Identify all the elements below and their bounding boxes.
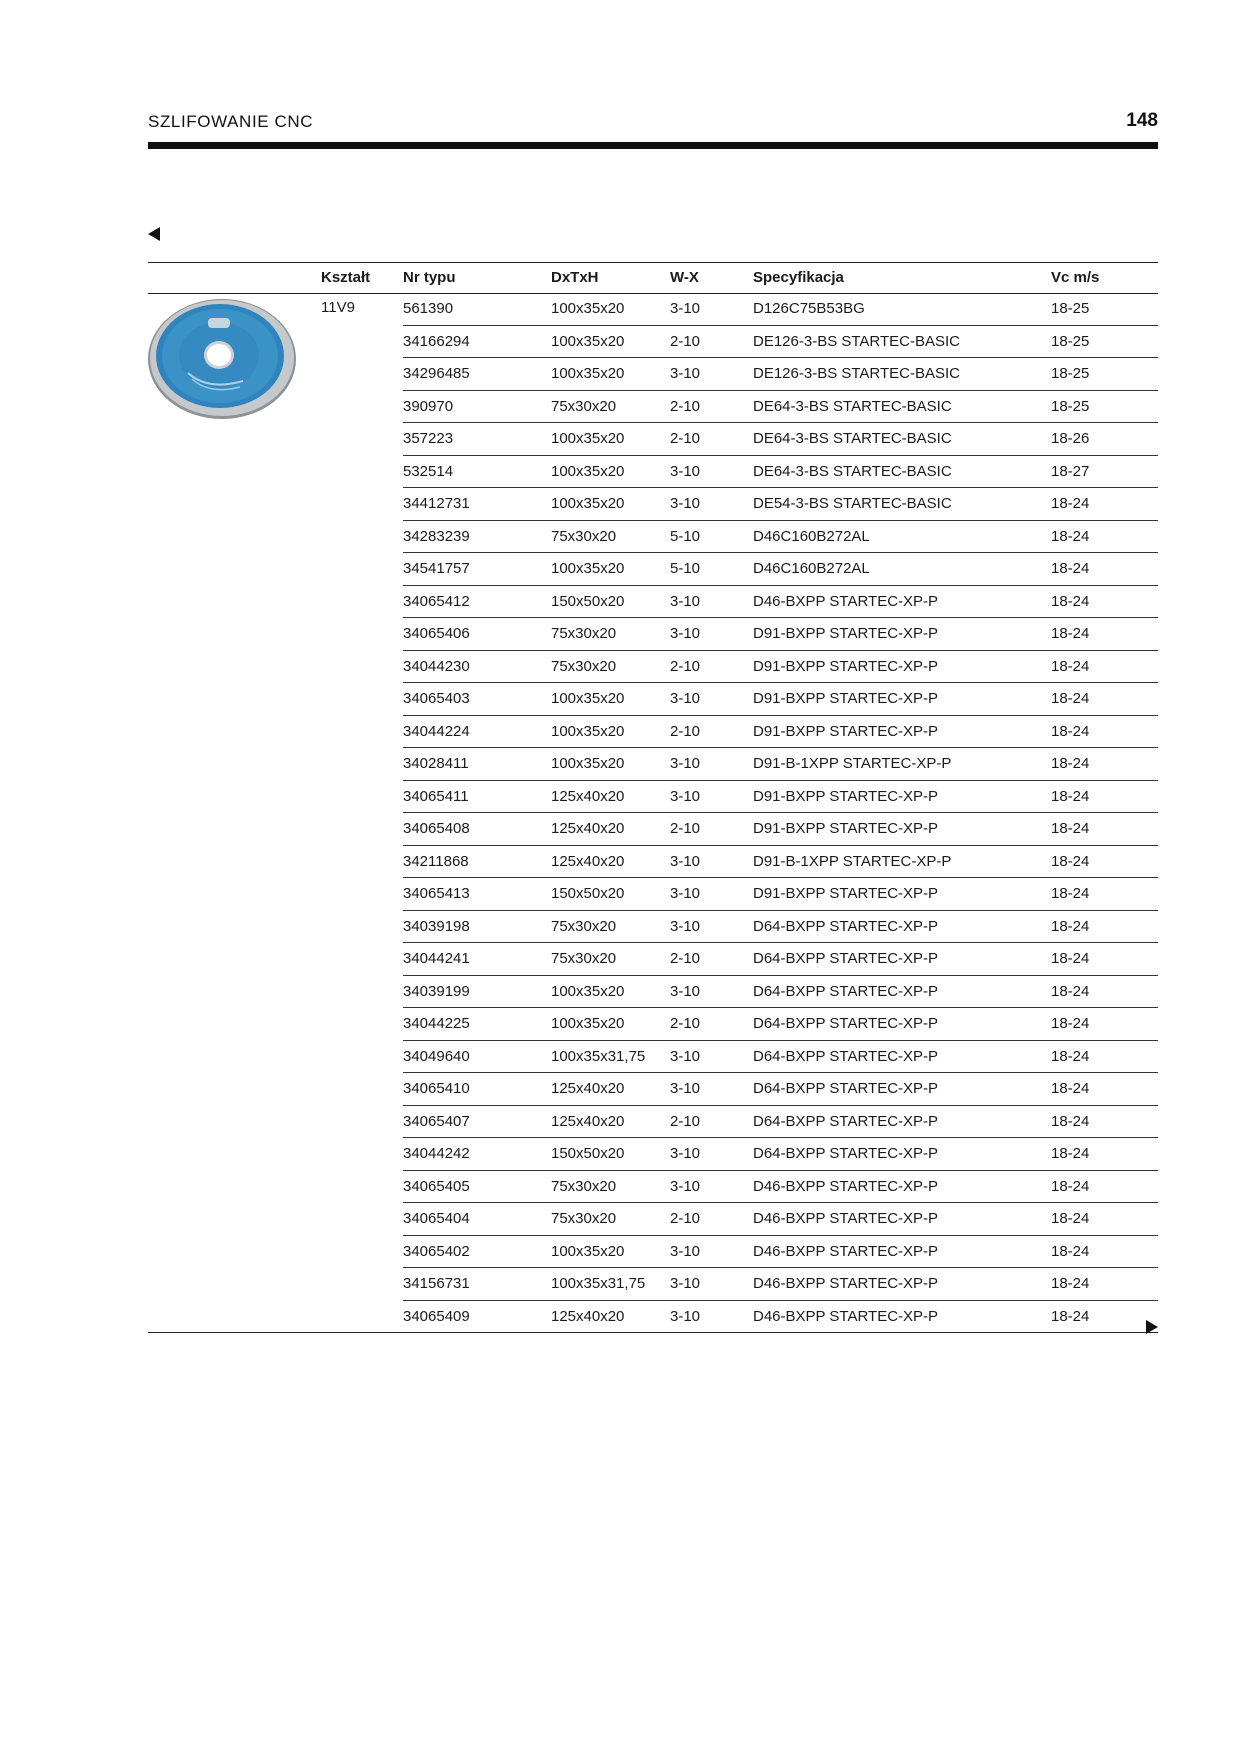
cell-spec: D64-BXPP STARTEC-XP-P bbox=[753, 1047, 939, 1065]
cell-wx: 3-10 bbox=[670, 1047, 701, 1065]
header-rule bbox=[148, 142, 1158, 149]
cell-dim: 75x30x20 bbox=[551, 917, 617, 935]
cell-dim: 100x35x31,75 bbox=[551, 1047, 646, 1065]
cell-wx: 3-10 bbox=[670, 917, 701, 935]
cell-nr: 34065406 bbox=[403, 625, 470, 642]
cell-nr: 34044225 bbox=[403, 1015, 470, 1032]
table-row bbox=[403, 1268, 1158, 1301]
cell-nr: 34065408 bbox=[403, 820, 470, 837]
cell-nr: 34065407 bbox=[403, 1112, 470, 1130]
cell-vc: 18-27 bbox=[1051, 462, 1090, 480]
cell-vc: 18-24 bbox=[1051, 527, 1090, 545]
page-number: 148 bbox=[1126, 110, 1158, 131]
cell-wx: 3-10 bbox=[670, 462, 701, 480]
cell-nr: 34412731 bbox=[403, 495, 470, 512]
cell-vc: 18-25 bbox=[1051, 365, 1090, 382]
table-row bbox=[403, 391, 1158, 424]
cell-nr: 34044224 bbox=[403, 722, 470, 740]
cell-spec: DE64-3-BS STARTEC-BASIC bbox=[753, 462, 952, 480]
cell-dim: 100x35x20 bbox=[551, 755, 625, 772]
table-row bbox=[403, 456, 1158, 489]
cell-nr: 34156731 bbox=[403, 1275, 470, 1292]
cell-vc: 18-24 bbox=[1051, 1145, 1090, 1162]
table-row bbox=[403, 878, 1158, 911]
cell-nr: 34044242 bbox=[403, 1145, 470, 1162]
cell-nr: 34049640 bbox=[403, 1047, 470, 1065]
cell-vc: 18-24 bbox=[1051, 1177, 1090, 1195]
cell-nr: 34296485 bbox=[403, 365, 470, 382]
cell-vc: 18-25 bbox=[1051, 332, 1090, 350]
cell-wx: 2-10 bbox=[670, 1210, 701, 1227]
cell-vc: 18-24 bbox=[1051, 625, 1090, 642]
cell-dim: 125x40x20 bbox=[551, 1080, 625, 1097]
table-bottom-rule bbox=[148, 1332, 1158, 1333]
cell-vc: 18-24 bbox=[1051, 1210, 1090, 1227]
cell-spec: D91-B-1XPP STARTEC-XP-P bbox=[753, 852, 952, 870]
cell-wx: 3-10 bbox=[670, 495, 701, 512]
cell-nr: 34039198 bbox=[403, 917, 470, 935]
cell-vc: 18-24 bbox=[1051, 560, 1090, 577]
table-row bbox=[403, 1138, 1158, 1171]
cell-wx: 2-10 bbox=[670, 722, 701, 740]
cell-spec: D46-BXPP STARTEC-XP-P bbox=[753, 1242, 939, 1260]
cell-nr: 34065410 bbox=[403, 1080, 470, 1097]
table-row bbox=[403, 813, 1158, 846]
cell-nr: 34283239 bbox=[403, 527, 470, 545]
table-row bbox=[403, 586, 1158, 619]
cell-dim: 75x30x20 bbox=[551, 1210, 617, 1227]
cell-vc: 18-24 bbox=[1051, 495, 1090, 512]
cell-nr: 561390 bbox=[403, 300, 454, 317]
cell-nr: 532514 bbox=[403, 462, 454, 480]
cell-vc: 18-24 bbox=[1051, 722, 1090, 740]
cell-dim: 125x40x20 bbox=[551, 1112, 625, 1130]
cell-wx: 3-10 bbox=[670, 982, 701, 1000]
table-row bbox=[403, 1236, 1158, 1269]
table-row bbox=[403, 976, 1158, 1009]
cell-nr: 34065409 bbox=[403, 1307, 470, 1325]
cell-nr: 34044241 bbox=[403, 950, 470, 967]
cell-spec: D64-BXPP STARTEC-XP-P bbox=[753, 1145, 939, 1162]
table-row bbox=[403, 748, 1158, 781]
cell-nr: 34044230 bbox=[403, 657, 470, 675]
cell-wx: 2-10 bbox=[670, 397, 701, 415]
cell-dim: 100x35x20 bbox=[551, 365, 625, 382]
cell-wx: 3-10 bbox=[670, 690, 701, 707]
cell-vc: 18-24 bbox=[1051, 950, 1090, 967]
cell-wx: 3-10 bbox=[670, 1177, 701, 1195]
cell-spec: D46-BXPP STARTEC-XP-P bbox=[753, 1275, 939, 1292]
table-row bbox=[403, 911, 1158, 944]
cell-spec: D91-BXPP STARTEC-XP-P bbox=[753, 625, 939, 642]
cell-wx: 3-10 bbox=[670, 1080, 701, 1097]
cell-dim: 100x35x20 bbox=[551, 1242, 625, 1260]
table-row bbox=[403, 846, 1158, 879]
cell-vc: 18-24 bbox=[1051, 592, 1090, 610]
cell-dim: 100x35x20 bbox=[551, 462, 625, 480]
cell-vc: 18-24 bbox=[1051, 1015, 1090, 1032]
cell-dim: 75x30x20 bbox=[551, 950, 617, 967]
cell-vc: 18-24 bbox=[1051, 852, 1090, 870]
cell-dim: 125x40x20 bbox=[551, 1307, 625, 1325]
table-row bbox=[403, 293, 1158, 326]
cell-vc: 18-24 bbox=[1051, 1307, 1090, 1325]
table-row bbox=[403, 1203, 1158, 1236]
cell-wx: 2-10 bbox=[670, 1112, 701, 1130]
column-header-wx: W-X bbox=[670, 269, 699, 286]
cell-nr: 34211868 bbox=[403, 852, 469, 870]
cell-wx: 3-10 bbox=[670, 1275, 701, 1292]
cell-dim: 100x35x20 bbox=[551, 722, 625, 740]
cell-spec: D64-BXPP STARTEC-XP-P bbox=[753, 982, 939, 1000]
table-row bbox=[403, 618, 1158, 651]
cell-spec: D64-BXPP STARTEC-XP-P bbox=[753, 1112, 939, 1130]
cell-spec: D46-BXPP STARTEC-XP-P bbox=[753, 1307, 939, 1325]
cell-spec: D64-BXPP STARTEC-XP-P bbox=[753, 950, 939, 967]
cell-vc: 18-24 bbox=[1051, 787, 1090, 805]
cell-spec: D91-BXPP STARTEC-XP-P bbox=[753, 820, 939, 837]
table-row bbox=[403, 488, 1158, 521]
cell-wx: 5-10 bbox=[670, 527, 701, 545]
cell-wx: 3-10 bbox=[670, 1307, 701, 1325]
cell-dim: 100x35x20 bbox=[551, 430, 625, 447]
column-header-spec: Specyfikacja bbox=[753, 269, 844, 286]
column-header-dim: DxTxH bbox=[551, 269, 599, 286]
cell-dim: 75x30x20 bbox=[551, 397, 617, 415]
cell-dim: 100x35x20 bbox=[551, 332, 625, 350]
cell-dim: 100x35x20 bbox=[551, 690, 625, 707]
next-page-arrow-icon[interactable] bbox=[1146, 1320, 1158, 1334]
cell-dim: 75x30x20 bbox=[551, 1177, 617, 1195]
cell-dim: 100x35x20 bbox=[551, 300, 625, 317]
column-header-nr: Nr typu bbox=[403, 269, 456, 286]
cell-vc: 18-26 bbox=[1051, 430, 1090, 447]
table-header bbox=[148, 262, 1158, 294]
cell-wx: 3-10 bbox=[670, 300, 701, 317]
cell-spec: DE64-3-BS STARTEC-BASIC bbox=[753, 430, 952, 447]
shape-cell: 11V9 bbox=[321, 299, 355, 316]
cell-spec: D91-BXPP STARTEC-XP-P bbox=[753, 787, 939, 805]
table-row bbox=[403, 553, 1158, 586]
cell-vc: 18-24 bbox=[1051, 1112, 1090, 1130]
cell-wx: 2-10 bbox=[670, 1015, 701, 1032]
table-row bbox=[403, 683, 1158, 716]
cell-dim: 100x35x20 bbox=[551, 1015, 625, 1032]
cell-dim: 75x30x20 bbox=[551, 625, 617, 642]
cell-nr: 34541757 bbox=[403, 560, 470, 577]
cell-dim: 125x40x20 bbox=[551, 852, 625, 870]
cell-dim: 75x30x20 bbox=[551, 657, 617, 675]
cell-vc: 18-24 bbox=[1051, 885, 1090, 902]
cell-wx: 5-10 bbox=[670, 560, 701, 577]
cell-dim: 150x50x20 bbox=[551, 1145, 625, 1162]
cell-wx: 2-10 bbox=[670, 332, 701, 350]
cell-dim: 125x40x20 bbox=[551, 787, 625, 805]
table-row bbox=[403, 716, 1158, 749]
page-header-title: SZLIFOWANIE CNC bbox=[148, 112, 314, 131]
cell-wx: 3-10 bbox=[670, 755, 701, 772]
cell-wx: 3-10 bbox=[670, 365, 701, 382]
cell-spec: D46C160B272AL bbox=[753, 560, 870, 577]
cell-nr: 34065404 bbox=[403, 1210, 470, 1227]
table-row bbox=[403, 358, 1158, 391]
cell-nr: 357223 bbox=[403, 430, 454, 447]
table-row bbox=[403, 1008, 1158, 1041]
cell-spec: D91-BXPP STARTEC-XP-P bbox=[753, 885, 939, 902]
cell-wx: 2-10 bbox=[670, 820, 701, 837]
cell-wx: 3-10 bbox=[670, 885, 701, 902]
cell-dim: 100x35x20 bbox=[551, 982, 625, 1000]
cell-dim: 150x50x20 bbox=[551, 592, 625, 610]
cell-spec: D64-BXPP STARTEC-XP-P bbox=[753, 1080, 939, 1097]
cell-dim: 100x35x31,75 bbox=[551, 1275, 646, 1292]
cell-vc: 18-24 bbox=[1051, 755, 1090, 772]
table-rows bbox=[148, 293, 1158, 1332]
cell-nr: 34065411 bbox=[403, 787, 469, 805]
table-row bbox=[403, 423, 1158, 456]
cell-spec: D46-BXPP STARTEC-XP-P bbox=[753, 1210, 939, 1227]
cell-spec: D64-BXPP STARTEC-XP-P bbox=[753, 917, 939, 935]
cell-spec: D91-BXPP STARTEC-XP-P bbox=[753, 657, 939, 675]
cell-wx: 3-10 bbox=[670, 852, 701, 870]
column-header-shape: Kształt bbox=[321, 269, 371, 286]
cell-spec: D91-BXPP STARTEC-XP-P bbox=[753, 690, 939, 707]
cell-dim: 100x35x20 bbox=[551, 495, 625, 512]
cell-wx: 3-10 bbox=[670, 592, 701, 610]
cell-vc: 18-25 bbox=[1051, 300, 1090, 317]
table-row bbox=[403, 1301, 1158, 1333]
cell-vc: 18-24 bbox=[1051, 917, 1090, 935]
cell-nr: 34028411 bbox=[403, 755, 469, 772]
cell-vc: 18-24 bbox=[1051, 657, 1090, 675]
cell-dim: 100x35x20 bbox=[551, 560, 625, 577]
table-row bbox=[403, 1106, 1158, 1139]
cell-wx: 2-10 bbox=[670, 657, 701, 675]
table-row bbox=[403, 521, 1158, 554]
cell-vc: 18-24 bbox=[1051, 690, 1090, 707]
table-row bbox=[403, 326, 1158, 359]
table-row bbox=[403, 1073, 1158, 1106]
column-header-vc: Vc m/s bbox=[1051, 269, 1100, 286]
table-row bbox=[403, 1041, 1158, 1074]
cell-nr: 390970 bbox=[403, 397, 454, 415]
cell-spec: D46C160B272AL bbox=[753, 527, 870, 545]
previous-page-arrow-icon[interactable] bbox=[148, 227, 160, 241]
table-row bbox=[403, 651, 1158, 684]
cell-spec: D91-B-1XPP STARTEC-XP-P bbox=[753, 755, 952, 772]
cell-vc: 18-24 bbox=[1051, 1047, 1090, 1065]
cell-wx: 3-10 bbox=[670, 1145, 701, 1162]
cell-nr: 34166294 bbox=[403, 332, 470, 350]
cell-wx: 3-10 bbox=[670, 787, 701, 805]
table-row bbox=[403, 781, 1158, 814]
cell-vc: 18-24 bbox=[1051, 820, 1090, 837]
cell-spec: D46-BXPP STARTEC-XP-P bbox=[753, 592, 939, 610]
cell-spec: DE126-3-BS STARTEC-BASIC bbox=[753, 332, 961, 350]
cell-nr: 34039199 bbox=[403, 982, 470, 1000]
cell-wx: 2-10 bbox=[670, 950, 701, 967]
cell-spec: D64-BXPP STARTEC-XP-P bbox=[753, 1015, 939, 1032]
cell-vc: 18-24 bbox=[1051, 1275, 1090, 1292]
cell-dim: 125x40x20 bbox=[551, 820, 625, 837]
cell-spec: DE54-3-BS STARTEC-BASIC bbox=[753, 495, 952, 512]
cell-wx: 3-10 bbox=[670, 625, 701, 642]
cell-spec: DE126-3-BS STARTEC-BASIC bbox=[753, 365, 961, 382]
cell-spec: D46-BXPP STARTEC-XP-P bbox=[753, 1177, 939, 1195]
cell-spec: D126C75B53BG bbox=[753, 300, 865, 317]
cell-nr: 34065402 bbox=[403, 1242, 470, 1260]
cell-vc: 18-25 bbox=[1051, 397, 1090, 415]
cell-spec: DE64-3-BS STARTEC-BASIC bbox=[753, 397, 952, 415]
cell-vc: 18-24 bbox=[1051, 1242, 1090, 1260]
cell-dim: 75x30x20 bbox=[551, 527, 617, 545]
cell-spec: D91-BXPP STARTEC-XP-P bbox=[753, 722, 939, 740]
cell-dim: 150x50x20 bbox=[551, 885, 625, 902]
cell-wx: 2-10 bbox=[670, 430, 701, 447]
table-row bbox=[403, 1171, 1158, 1204]
cell-nr: 34065405 bbox=[403, 1177, 470, 1195]
cell-nr: 34065413 bbox=[403, 885, 470, 902]
cell-vc: 18-24 bbox=[1051, 982, 1090, 1000]
product-table bbox=[148, 262, 1158, 1325]
table-row bbox=[403, 943, 1158, 976]
cell-nr: 34065412 bbox=[403, 592, 470, 610]
cell-nr: 34065403 bbox=[403, 690, 470, 707]
cell-vc: 18-24 bbox=[1051, 1080, 1090, 1097]
cell-wx: 3-10 bbox=[670, 1242, 701, 1260]
